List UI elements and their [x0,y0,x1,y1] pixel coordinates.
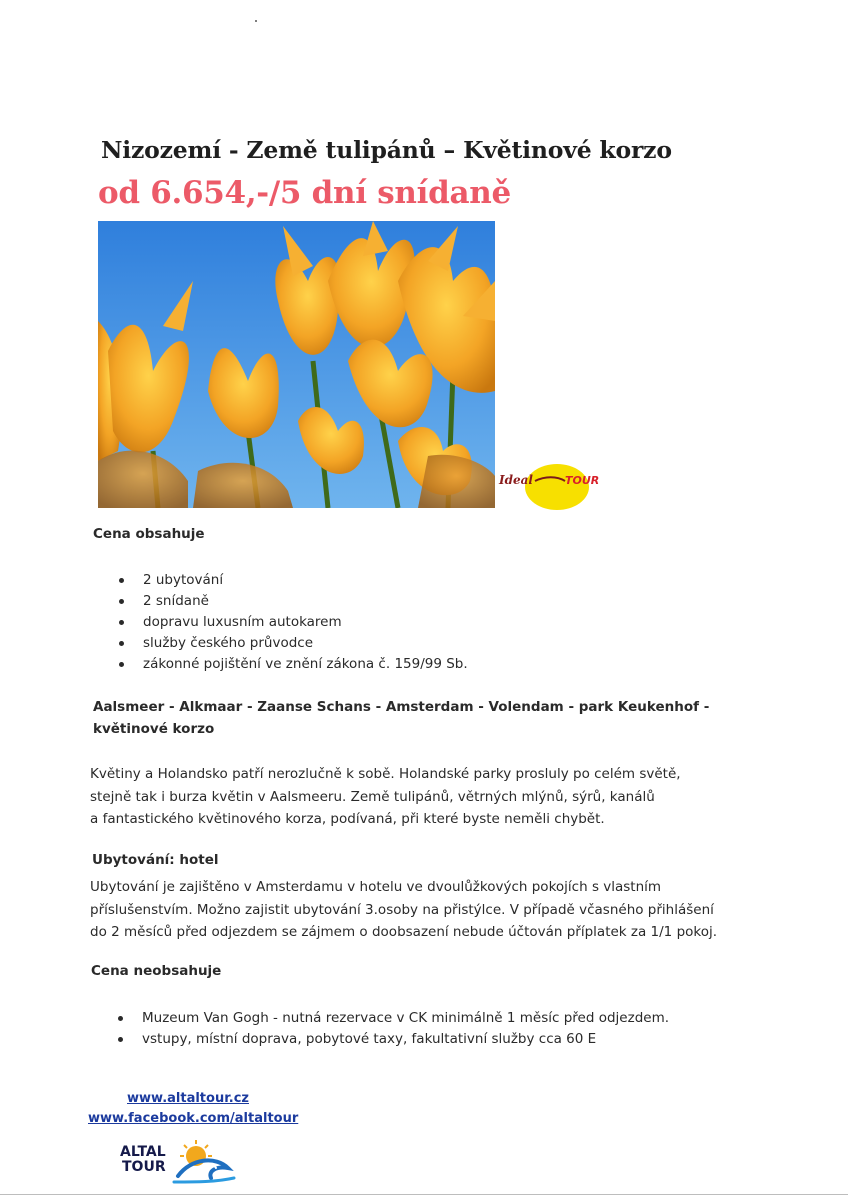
list-item: vstupy, místní doprava, pobytové taxy, fakultativní služby cca 60 E [114,1029,669,1050]
accommodation-heading: Ubytování: hotel [92,852,219,868]
includes-heading: Cena obsahuje [93,526,205,542]
list-item: služby českého průvodce [115,633,468,654]
list-item: 2 snídaně [115,591,468,612]
accommodation-paragraph [90,876,717,944]
scan-speck [255,20,257,22]
list-item: 2 ubytování [115,570,468,591]
description-line: a fantastického květinového korza, podívaná, při které byste neměli chybět. [90,811,605,827]
accommodation-line: Ubytování je zajištěno v Amsterdamu v hotelu ve dvoulůžkových pokojích s vlastním [90,879,662,895]
scan-edge [0,1194,848,1195]
description-line: Květiny a Holandsko patří nerozlučně k sobě. Holandské parky prosluly po celém světě, [90,766,681,782]
excludes-list [114,1008,669,1050]
altal-logo-text: ALTAL TOUR [120,1144,166,1175]
price-headline: od 6.654,-/5 dní snídaně [98,175,511,211]
facebook-link[interactable]: www.facebook.com/altaltour [88,1111,299,1126]
list-item: dopravu luxusním autokarem [115,612,468,633]
page-title: Nizozemí - Země tulipánů – Květinové korzo [101,136,672,164]
list-item: zákonné pojištění ve znění zákona č. 159/99 Sb. [115,654,468,675]
ideal-logo-right-text: TOUR [565,474,600,487]
description-line: stejně tak i burza květin v Aalsmeeru. Země tulipánů, větrných mlýnů, sýrů, kanálů [90,788,655,805]
website-link[interactable]: www.altaltour.cz [127,1091,249,1106]
list-item: Muzeum Van Gogh - nutná rezervace v CK minimálně 1 měsíc před odjezdem. [114,1008,669,1029]
tulip-photo [98,221,495,508]
description-paragraph [90,763,681,831]
accommodation-line: příslušenstvím. Možno zajistit ubytování 3.osoby na přistýlce. V případě včasného přihlášení [90,901,714,918]
route-heading: Aalsmeer - Alkmaar - Zaanse Schans - Amsterdam - Volendam - park Keukenhof - květinové korzo [93,699,710,737]
excludes-heading: Cena neobsahuje [91,963,222,979]
ideal-tour-logo [497,454,612,510]
ideal-logo-left-text: Ideal [499,473,533,487]
wave-icon [174,1160,234,1182]
accommodation-line: do 2 měsíců před odjezdem se zájmem o doobsazení nebude účtován příplatek za 1/1 pokoj. [90,924,718,940]
altal-tour-logo [116,1138,238,1188]
contact-links [88,1089,299,1129]
includes-list [115,570,468,675]
